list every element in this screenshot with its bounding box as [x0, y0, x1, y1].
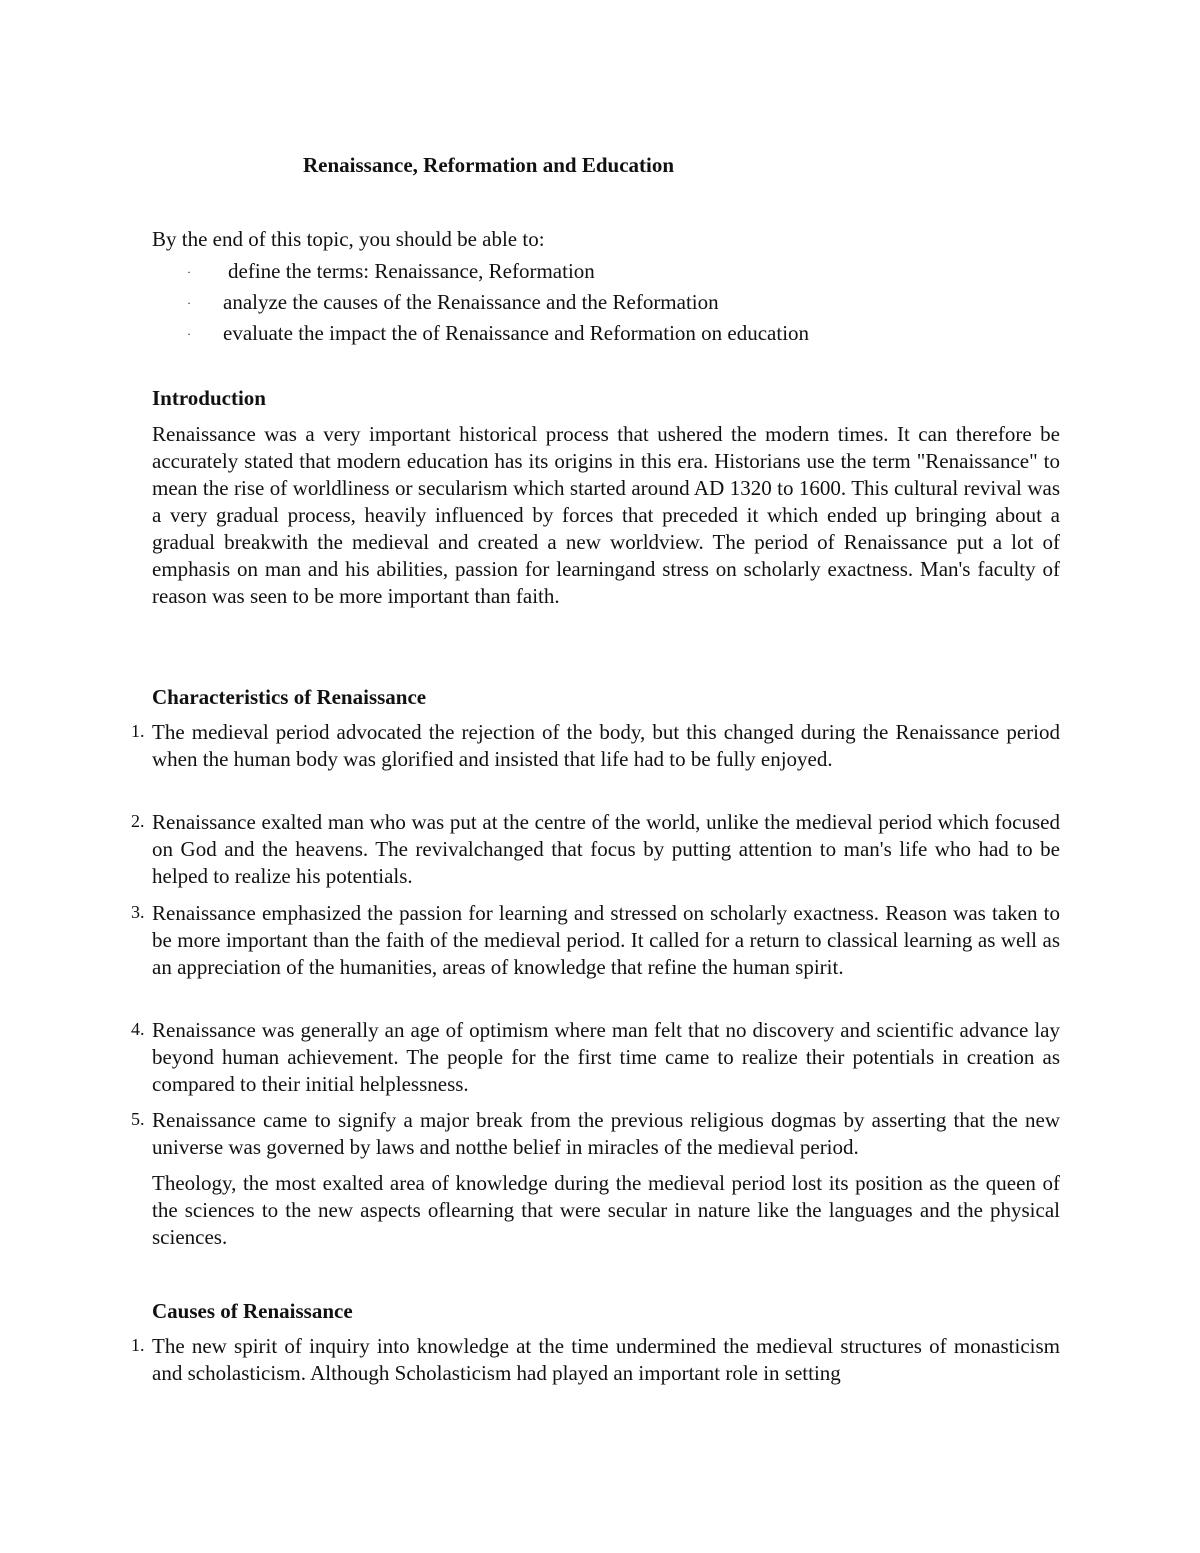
list-number: 4. — [131, 1019, 145, 1039]
objective-text: define the terms: Renaissance, Reformation — [228, 259, 595, 283]
objectives-intro: By the end of this topic, you should be able to: — [152, 227, 545, 251]
list-number: 5. — [131, 1109, 145, 1129]
list-item-text: The new spirit of inquiry into knowledge at the time undermined the medieval structures of monasticism and scholasticism. Although Scholasticism had played an important role in setting — [152, 1334, 1060, 1385]
objective-item — [0, 259, 1200, 285]
document-title: Renaissance, Reformation and Education — [303, 153, 675, 177]
list-number: 2. — [131, 811, 145, 831]
list-number: 1. — [131, 1335, 145, 1355]
introduction-paragraph: Renaissance was a very important historical process that ushered the modern times. It can therefore be accurately stated that modern education has its origins in this era. Historians use the term "Renaissance" to mean the rise of worldliness or secularism which started around AD 1320 to 1600. This cultural revival was a very gradual process, heavily influenced by forces that preceded it which ended up bringing about a gradual breakwith the medieval and created a new worldview. The period of Renaissance put a lot of emphasis on man and his abilities, passion for learningand stress on scholarly exactness. Man's faculty of reason was seen to be more important than faith. — [152, 422, 1060, 608]
objective-text: analyze the causes of the Renaissance and the Reformation — [223, 290, 719, 314]
causes-heading: Causes of Renaissance — [152, 1299, 353, 1323]
list-number: 1. — [131, 721, 145, 741]
introduction-heading: Introduction — [152, 386, 266, 410]
objective-item — [0, 290, 1200, 316]
bullet-icon: · — [187, 296, 191, 310]
objective-text: evaluate the impact the of Renaissance and Reformation on education — [223, 321, 810, 345]
list-item-text: The medieval period advocated the rejection of the body, but this changed during the Renaissance period when the human body was glorified and insisted that life had to be fully enjoyed. — [152, 720, 1060, 771]
list-item-text: Renaissance came to signify a major break from the previous religious dogmas by asserting that the new universe was governed by laws and notthe belief in miracles of the medieval period. — [152, 1108, 1060, 1159]
list-item-text: Renaissance exalted man who was put at the centre of the world, unlike the medieval period which focused on God and the heavens. The revivalchanged that focus by putting attention to man's life who had to be helped to realize his potentials. — [152, 810, 1060, 888]
list-number: 3. — [131, 902, 145, 922]
bullet-icon: · — [187, 265, 191, 279]
list-item-text: Renaissance was generally an age of optimism where man felt that no discovery and scientific advance lay beyond human achievement. The people for the first time came to realize their potentials in creation as compared to their initial helplessness. — [152, 1018, 1060, 1096]
list-item-text: Renaissance emphasized the passion for learning and stressed on scholarly exactness. Reason was taken to be more important than the faith of the medieval period. It called for a return to classical learning as well as an appreciation of the humanities, areas of knowledge that refine the human spirit. — [152, 901, 1060, 979]
bullet-icon: · — [187, 327, 191, 341]
characteristics-follow-paragraph: Theology, the most exalted area of knowledge during the medieval period lost its position as the queen of the sciences to the new aspects oflearning that were secular in nature like the languages and the physical sciences. — [152, 1171, 1060, 1249]
characteristics-heading: Characteristics of Renaissance — [152, 685, 427, 709]
objective-item — [0, 321, 1200, 347]
